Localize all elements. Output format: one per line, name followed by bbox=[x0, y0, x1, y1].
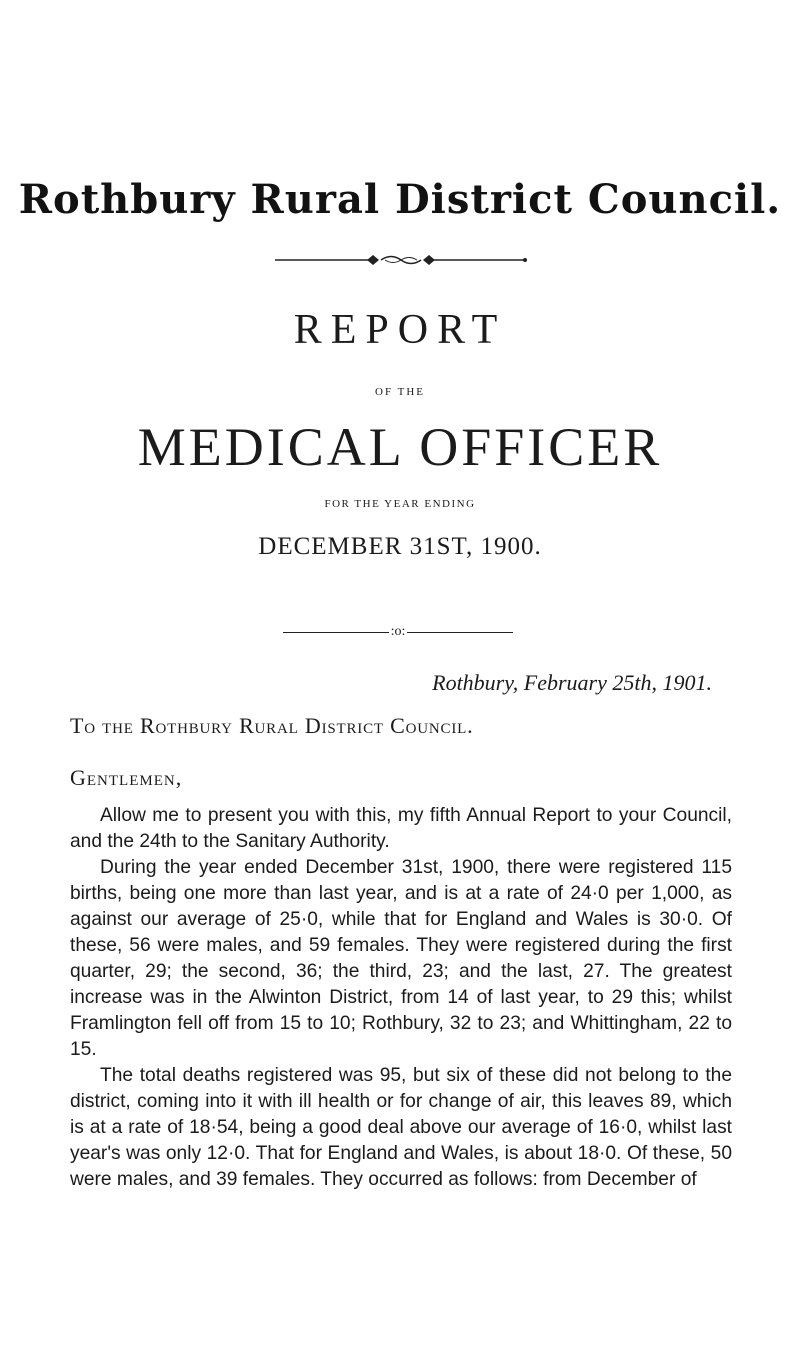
body-paragraph: Allow me to present you with this, my fifth Annual Report to your Council, and the 24th to the Sanitary Authority. bbox=[70, 805, 732, 852]
separator-rule-left bbox=[283, 632, 389, 633]
letter-body bbox=[70, 803, 732, 1193]
letter-dateline: Rothbury, February 25th, 1901. bbox=[432, 670, 712, 695]
report-date: DECEMBER 31ST, 1900. bbox=[258, 533, 542, 560]
council-title: Rothbury Rural District Council. bbox=[18, 176, 782, 223]
of-the-label: OF THE bbox=[375, 386, 425, 398]
letter-addressee: To the Rothbury Rural District Council. bbox=[70, 713, 474, 738]
year-ending-label: FOR THE YEAR ENDING bbox=[324, 498, 476, 510]
body-paragraph: The total deaths registered was 95, but six of these did not belong to the district, coming into it with ill health or for change of air, this leaves 89, which is at a rate of 18·54, being a good deal above our average of 16·0, whilst last year's was only 12·0. That for England and Wales, is about 18·0. Of these, 50 were males, and 39 females. They occurred as follows: from December of bbox=[70, 1065, 732, 1190]
separator-rule-right bbox=[407, 632, 513, 633]
letter-salutation: Gentlemen, bbox=[70, 765, 183, 790]
report-heading: REPORT bbox=[293, 307, 507, 353]
ornament-divider bbox=[275, 252, 527, 268]
separator-mark: :o: bbox=[390, 624, 406, 639]
body-paragraph: During the year ended December 31st, 1900, there were registered 115 births, being one more than last year, and is at a rate of 24·0 per 1,000, as against our average of 25·0, while that for England and Wales is 30·0. Of these, 56 were males, and 59 females. They were registered during the first quarter, 29; the second, 36; the third, 23; and the last, 27. The greatest increase was in the Alwinton District, from 14 of last year, to 29 this; whilst Framlington fell off from 15 to 10; Rothbury, 32 to 23; and Whittingham, 22 to 15. bbox=[70, 857, 732, 1060]
medical-officer-heading: MEDICAL OFFICER bbox=[137, 417, 663, 477]
section-separator bbox=[283, 622, 513, 642]
